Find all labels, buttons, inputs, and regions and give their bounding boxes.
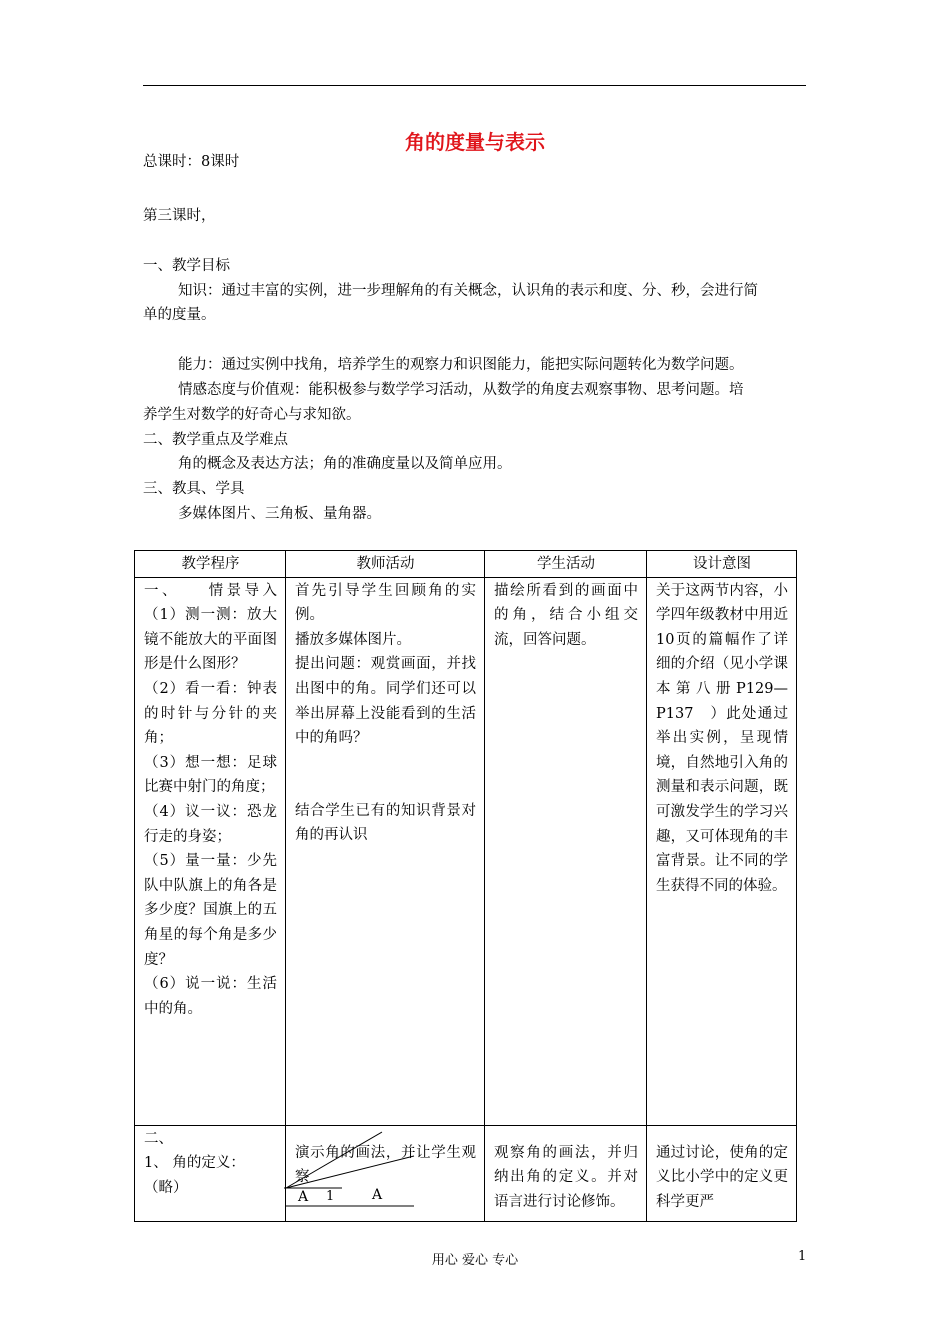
- student-cell-2: [485, 1125, 647, 1221]
- page-number: 1: [798, 1249, 807, 1264]
- procedure-cell-1: [135, 577, 286, 1125]
- list-item: （3）想一想：足球比赛中射门的角度；: [144, 754, 277, 796]
- total-hours: 总课时：8课时: [143, 154, 240, 170]
- header-teacher-activity: 教师活动: [286, 551, 485, 578]
- knowledge-line-2: 单的度量。: [143, 307, 216, 323]
- ability-text: 能力：通过实例中找角，培养学生的观察力和识图能力，能把实际问题转化为数学问题。: [178, 357, 744, 373]
- table-row: [135, 1125, 797, 1221]
- section-1-heading: 一、教学目标: [143, 258, 230, 274]
- teacher-cell-1: [286, 577, 485, 1125]
- omitted-note: （略）: [144, 1179, 188, 1196]
- spacer: [295, 751, 476, 799]
- teacher-line: 播放多媒体图片。: [295, 631, 411, 648]
- label-a-right: A: [372, 1187, 383, 1203]
- knowledge-line-1: 知识：通过丰富的实例，进一步理解角的有关概念，认识角的表示和度、分、秒，会进行简: [178, 283, 758, 299]
- list-item: （2）看一看：钟表的时针与分针的夹角；: [144, 680, 277, 747]
- stage-number: 二、: [144, 1130, 173, 1147]
- student-cell-1: 描绘所看到的画面中的角，结合小组交流，回答问题。: [485, 577, 647, 1125]
- header-procedure: 教学程序: [135, 551, 286, 578]
- section-2-body: 角的概念及表达方法；角的准确度量以及简单应用。: [178, 456, 512, 472]
- page-title: 角的度量与表示: [405, 130, 545, 154]
- label-angle-1: 1: [326, 1189, 335, 1204]
- emotion-line-2: 养学生对数学的好奇心与求知欲。: [143, 407, 361, 423]
- footer-slogan: 用心 爱心 专心: [431, 1253, 519, 1268]
- header-student-activity: 学生活动: [485, 551, 647, 578]
- list-item: （4）议一议：恐龙行走的身姿；: [144, 803, 277, 845]
- section-2-heading: 二、教学重点及学难点: [143, 432, 288, 448]
- table-row: [135, 577, 797, 1125]
- intent-cell-1: 关于这两节内容，小学四年级教材中用近10页的篇幅作了详细的介绍（见小学课本第八册P129—P137 ）此处通过举出实例，呈现情境，自然地引入角的测量和表示问题，既可激发学生的学习兴趣，又可体现角的丰富背景。让不同的学生获得不同的体验。: [647, 577, 797, 1125]
- section-3-body: 多媒体图片、三角板、量角器。: [178, 506, 381, 522]
- teacher-line: 提出问题：观赏画面，并找出图中的角。同学们还可以举出屏幕上没能看到的生活中的角吗？: [295, 656, 476, 747]
- stage-title: 一、 情景导入: [144, 582, 277, 599]
- header-design-intent: 设计意图: [647, 551, 797, 578]
- section-3-heading: 三、教具、学具: [143, 481, 245, 497]
- definition-label: 1、 角的定义：: [144, 1155, 245, 1172]
- table-header-row: [135, 551, 797, 578]
- angle-diagram: [282, 1120, 422, 1212]
- list-item: （6）说一说：生活中的角。: [144, 976, 277, 1017]
- procedure-cell-2: [135, 1125, 286, 1221]
- label-a-left: A: [298, 1189, 309, 1205]
- angle-ray-middle: [286, 1156, 414, 1188]
- teaching-plan-table: [134, 550, 797, 1222]
- angle-ray-upper: [286, 1132, 382, 1188]
- teacher-extra: 结合学生已有的知识背景对角的再认识: [295, 802, 476, 844]
- lesson-number: 第三课时，: [143, 208, 216, 224]
- header-rule: [143, 85, 806, 86]
- list-item: （1）测一测：放大镜不能放大的平面图形是什么图形？: [144, 607, 277, 673]
- teacher-demo-text: 演示角的画法，并让学生观察: [295, 1144, 476, 1186]
- intent-cell-2: [647, 1125, 797, 1221]
- intent-discussion-text: 通过讨论，使角的定义比小学中的定义更科学更严: [656, 1144, 788, 1210]
- teacher-line: 首先引导学生回顾角的实例。: [295, 582, 476, 624]
- student-observe-text: 观察角的画法，并归纳出角的定义。并对语言进行讨论修饰。: [494, 1144, 638, 1210]
- list-item: （5）量一量：少先队中队旗上的角各是多少度？国旗上的五角星的每个角是多少度？: [144, 853, 277, 968]
- emotion-line-1: 情感态度与价值观：能积极参与数学学习活动，从数学的角度去观察事物、思考问题。培: [178, 382, 744, 398]
